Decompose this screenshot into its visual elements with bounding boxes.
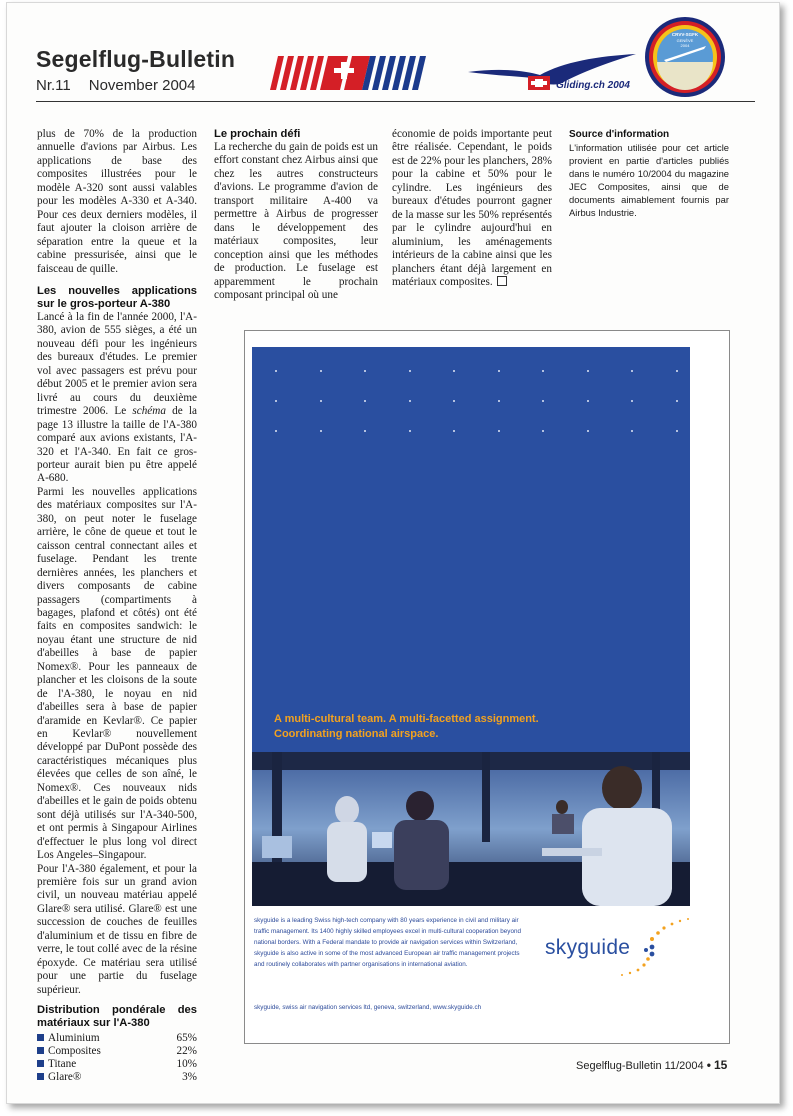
article-column-2 [214, 128, 378, 302]
skyguide-logo-text: skyguide [545, 936, 631, 959]
ad-tagline [274, 712, 539, 742]
paragraph: Pour l'A-380 également, et pour la première fois sur un grand avion civil, un nouveau matériau appelé Glare® sera utilisé. Glare® est une succession de couches de feuilles d'aluminium et de tissu en fibre de verre, le tout collé avec de la résine époxyde. Ce matériau sera utilisé pour une partie du fuselage supérieur. [37, 862, 197, 996]
ad-star-dot [498, 430, 500, 432]
ad-star-dot [587, 430, 589, 432]
ad-star-dot [320, 430, 322, 432]
ad-star-dot [453, 400, 455, 402]
ad-star-dot [275, 400, 277, 402]
ad-star-dot [275, 370, 277, 372]
section-heading: Les nouvelles applications sur le gros-porteur A-380 [37, 284, 197, 310]
paragraph: La recherche du gain de poids est un effort constant chez Airbus ainsi que chez les autres constructeurs d'avions. Le programme d'avion de transport militaire A-400 va permettre à Airbus de progresser dans le développement des matériaux composites, leur conception ainsi que les méthodes de production. Le fuselage est apparemment le prochain composant principal où une [214, 141, 378, 301]
ad-footer-text: skyguide, swiss air navigation services ltd, geneva, switzerland, www.skyguide.ch [254, 1004, 482, 1011]
ad-star-dot [409, 430, 411, 432]
ad-tagline-line-2: Coordinating national airspace. [274, 728, 439, 740]
ad-star-dot [364, 400, 366, 402]
issue-date: November 2004 [88, 77, 196, 94]
ad-star-dot [320, 400, 322, 402]
table-row: Aluminium 65% [37, 1032, 197, 1045]
ad-star-dot [631, 370, 633, 372]
paragraph: Parmi les nouvelles applications des matériaux composites sur l'A-380, on peut noter le fuselage arrière, le cône de queue et tout le caisson central connectant ailes et fuselage. Pendant les trente dernières années, les planchers et divers composants de cabine passagers (compartiments à bagages, plafond et côtés) ont été faits en composites sandwich: le noyau étant une structure de nid d'abeilles à base de papier Nomex®. Pour les panneaux de plancher et les cloisons de la soute de l'A-380, le noyau en nid d'abeilles sera à base de papier d'aramide en Kevlar®. Ce papier en Kevlar® nouvellement développé par DuPont possède des caractéristiques mécaniques plus élevées que celles de son aîné, le Nomex®. Ces nouveaux nids d'abeilles et le gain de poids obtenu sont déjà utilisés sur l'A-340-500, et ont permis à Singapour Airlines d'effectuer le plus long vol direct Los Angeles–Singapour. [37, 485, 197, 862]
ad-tagline-line-1: A multi-cultural team. A multi-facetted assignment. [274, 713, 539, 725]
ad-star-dot [409, 400, 411, 402]
gliding-ch-label: Gliding.ch 2004 [556, 80, 630, 91]
ad-star-dot [498, 370, 500, 372]
article-column-3 [392, 128, 552, 289]
section-heading: Le prochain défi [214, 128, 301, 140]
ad-star-dot [676, 370, 678, 372]
distribution-table [37, 1032, 197, 1084]
ad-star-dot [587, 370, 589, 372]
control-room-photo [252, 752, 690, 906]
ad-star-dot [453, 430, 455, 432]
ad-star-dot [409, 370, 411, 372]
ad-star-dot [320, 370, 322, 372]
ad-star-dot [587, 400, 589, 402]
ad-star-dot [676, 430, 678, 432]
article-column-4 [569, 128, 729, 219]
badge-line-3: 2004 [680, 43, 690, 48]
ad-star-dot [676, 400, 678, 402]
ad-star-dot [364, 370, 366, 372]
skyguide-dots-logo [600, 915, 692, 985]
page-footer [576, 1058, 727, 1072]
table-row: Composites 22% [37, 1045, 197, 1058]
paragraph: L'information utilisée pour cet article provient en partie d'articles publiés dans le numéro 10/2004 du magazine JEC Composites, ainsi que de documents aimablement fournis par Airbus Industrie. [569, 142, 729, 218]
ad-star-dot [364, 430, 366, 432]
ad-star-dot [542, 430, 544, 432]
table-row: Glare® 3% [37, 1071, 197, 1084]
table-row: Titane 10% [37, 1058, 197, 1071]
ad-star-dot [498, 400, 500, 402]
footer-bullet: • [706, 1058, 711, 1072]
section-heading: Source d'information [569, 129, 670, 140]
paragraph: Lancé à la fin de l'année 2000, l'A-380, avion de 555 sièges, a été un nouveau défi pour les ingénieurs des bureaux d'études. Le premier vol avec passagers est prévu pour début 2005 et le premier avion sera livré au cours du deuxième trimestre 2006. Le schéma de la page 13 illustre la taille de l'A-380 comparé aux avions existants, l'A-320 et l'A-340. En fait ce gros-porteur aurait bien pu être appelé A-680. [37, 310, 197, 485]
ad-blue-panel [252, 347, 690, 752]
ad-body-text: skyguide is a leading Swiss high-tech company with 80 years experience in civil and military air traffic management. Its 1400 highly skilled employees excel in multi-cultural cooperation beyond national borders. With a Federal mandate to provide air navigation services within Switzerland, skyguide is also active in some of the most advanced European air traffic management projects and routinely collaborates with partner organisations in international aviation. [254, 917, 521, 968]
footer-publication: Segelflug-Bulletin 11/2004 [576, 1060, 704, 1072]
issue-line [36, 77, 213, 94]
event-badge-logo [644, 16, 726, 98]
ad-star-dot [631, 400, 633, 402]
paragraph: plus de 70% de la production annuelle d'avions par Airbus. Les applications de base des composites illustrées pour le modèle A-320 sont aussi valables pour les modèles A-330 et A-340. Pour ces deux derniers modèles, il faut ajouter la cloison arrière de séparation entre la queue et la cabine pressurisée, ainsi que le faisceau de quille. [37, 128, 197, 275]
badge-line-1: CRVV-SGFK [671, 32, 699, 37]
page-title: Segelflug-Bulletin [36, 46, 236, 72]
ad-star-dot [275, 430, 277, 432]
section-heading: Distribution pondérale des matériaux sur l'A-380 [37, 1004, 197, 1030]
paragraph: économie de poids importante peut être réalisée. Cependant, le poids est de 22% pour les planchers, 28% pour la cabine et 50% pour le cylindre. Les ingénieurs des bureaux d'études pourront gagner de la masse sur les 50% représentés par le cylindre aujourd'hui en aluminium, les aménagements intérieurs de la cabine ainsi que les planchers étant déjà largement en matériaux composites. [392, 128, 552, 288]
page-number: 15 [713, 1058, 728, 1072]
ad-star-dot [453, 370, 455, 372]
issue-number: Nr.11 [36, 77, 71, 94]
ad-star-dot [542, 370, 544, 372]
badge-line-2: GENÈVE [676, 38, 694, 43]
glider-bird-logo [468, 50, 638, 100]
end-of-article-mark [497, 276, 507, 286]
ad-star-dot [631, 430, 633, 432]
swiss-stripes-logo [262, 56, 432, 90]
ad-star-dot [542, 400, 544, 402]
article-column-1 [37, 128, 197, 1084]
header-rule [36, 101, 755, 102]
